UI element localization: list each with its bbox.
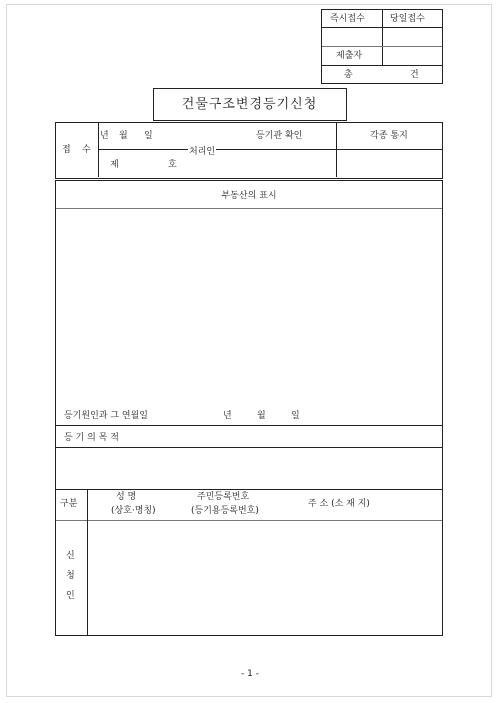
submission-box: [321, 9, 443, 84]
col-name-header: 성 명: [116, 492, 137, 502]
submitter-label: 제출자: [336, 51, 363, 61]
reason-day-label: 일: [291, 411, 300, 421]
page-title: 건물구조변경등기신청: [181, 97, 318, 112]
receipt-year-label: 년: [100, 131, 109, 141]
receipt-label-2: 수: [82, 145, 91, 155]
purpose-field[interactable]: [56, 448, 442, 488]
receipt-table: [55, 122, 443, 179]
registrar-check-label: 등기관 확인: [256, 131, 303, 141]
reason-year-label: 년: [223, 411, 232, 421]
applicant-field[interactable]: [88, 521, 442, 634]
reason-label: 등기원인과 그 연월일: [64, 411, 148, 421]
total-label: 총: [344, 70, 353, 80]
reason-month-label: 월: [257, 411, 266, 421]
receipt-number-unit: 호: [168, 160, 177, 170]
receipt-label-1: 접: [62, 145, 71, 155]
count-unit-label: 건: [410, 70, 419, 80]
applicant-label-char-3: 인: [66, 591, 75, 601]
receipt-day-label: 일: [144, 131, 153, 141]
col-name-subheader: (상호·명칭): [111, 506, 156, 516]
col-id-subheader: (등기용등록번호): [191, 506, 259, 516]
receipt-number-label: 제: [110, 160, 119, 170]
property-header: 부동산의 표시: [221, 191, 277, 201]
col-id-header: 주민등록번호: [197, 492, 250, 502]
immediate-submission-label: 즉시접수: [330, 14, 365, 24]
page-number: - 1 -: [241, 669, 259, 679]
processor-label: 처리인: [189, 147, 216, 157]
col-category-header: 구분: [60, 499, 78, 509]
receipt-month-label: 월: [119, 131, 128, 141]
col-address-header: 주 소 (소 재 지): [308, 499, 370, 509]
title-box: [153, 88, 347, 121]
applicant-label-char-2: 청: [66, 571, 75, 581]
applicant-label-char-1: 신: [66, 551, 75, 561]
same-day-submission-label: 당일접수: [390, 14, 425, 24]
registration-form: [55, 180, 443, 636]
property-field[interactable]: [56, 209, 442, 424]
purpose-label: 등 기 의 목 적: [64, 433, 119, 443]
notice-label: 각종 통지: [370, 131, 408, 141]
